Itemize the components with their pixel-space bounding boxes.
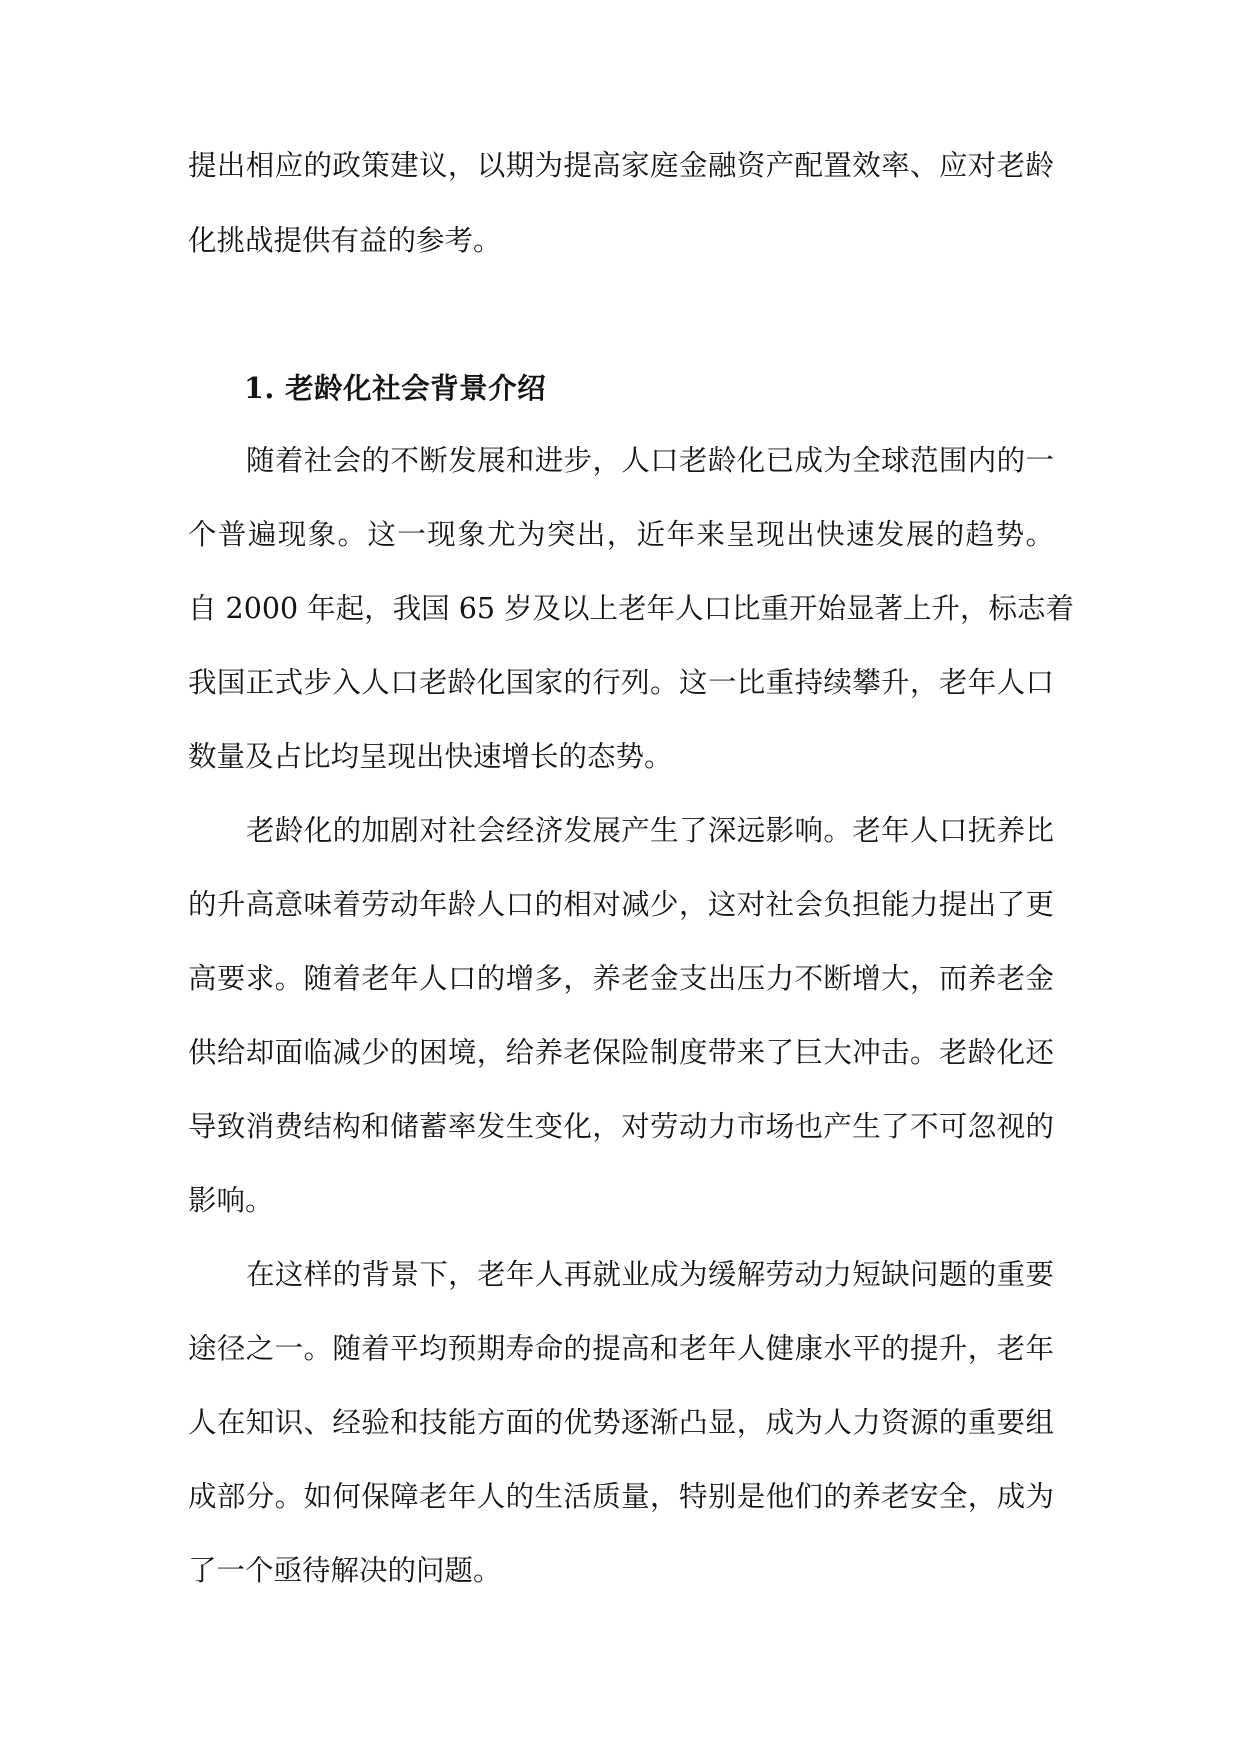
paragraph-line: 在这样的背景下，老年人再就业成为缓解劳动力短缺问题的重要 bbox=[246, 1258, 1054, 1291]
paragraph-line: 成部分。如何保障老年人的生活质量，特别是他们的养老安全，成为 bbox=[188, 1480, 1054, 1513]
paragraph-line: 了一个亟待解决的问题。 bbox=[188, 1554, 502, 1587]
paragraph-line: 化挑战提供有益的参考。 bbox=[188, 224, 502, 257]
paragraph-line: 人在知识、经验和技能方面的优势逐渐凸显，成为人力资源的重要组 bbox=[188, 1406, 1054, 1439]
paragraph-line: 高要求。随着老年人口的增多，养老金支出压力不断增大，而养老金 bbox=[188, 962, 1054, 995]
paragraph-line: 老龄化的加剧对社会经济发展产生了深远影响。老年人口抚养比 bbox=[246, 814, 1054, 847]
paragraph-line: 途径之一。随着平均预期寿命的提高和老年人健康水平的提升，老年 bbox=[188, 1332, 1054, 1365]
paragraph-line: 我国正式步入人口老龄化国家的行列。这一比重持续攀升，老年人口 bbox=[188, 666, 1054, 699]
paragraph-line: 个普遍现象。这一现象尤为突出，近年来呈现出快速发展的趋势。 bbox=[188, 518, 1054, 551]
paragraph-line: 自 2000 年起，我国 65 岁及以上老年人口比重开始显著上升，标志着 bbox=[188, 592, 1075, 625]
paragraph-line: 供给却面临减少的困境，给养老保险制度带来了巨大冲击。老龄化还 bbox=[188, 1036, 1054, 1069]
paragraph-line: 数量及占比均呈现出快速增长的态势。 bbox=[188, 740, 673, 773]
paragraph-line: 影响。 bbox=[188, 1184, 274, 1217]
paragraph-line: 随着社会的不断发展和进步，人口老龄化已成为全球范围内的一 bbox=[246, 444, 1054, 477]
paragraph-line: 提出相应的政策建议，以期为提高家庭金融资产配置效率、应对老龄 bbox=[188, 149, 1054, 182]
paragraph-line: 的升高意味着劳动年龄人口的相对减少，这对社会负担能力提出了更 bbox=[188, 888, 1054, 921]
section-heading: 1. 老龄化社会背景介绍 bbox=[244, 371, 547, 405]
paragraph-line: 导致消费结构和储蓄率发生变化，对劳动力市场也产生了不可忽视的 bbox=[188, 1110, 1054, 1143]
